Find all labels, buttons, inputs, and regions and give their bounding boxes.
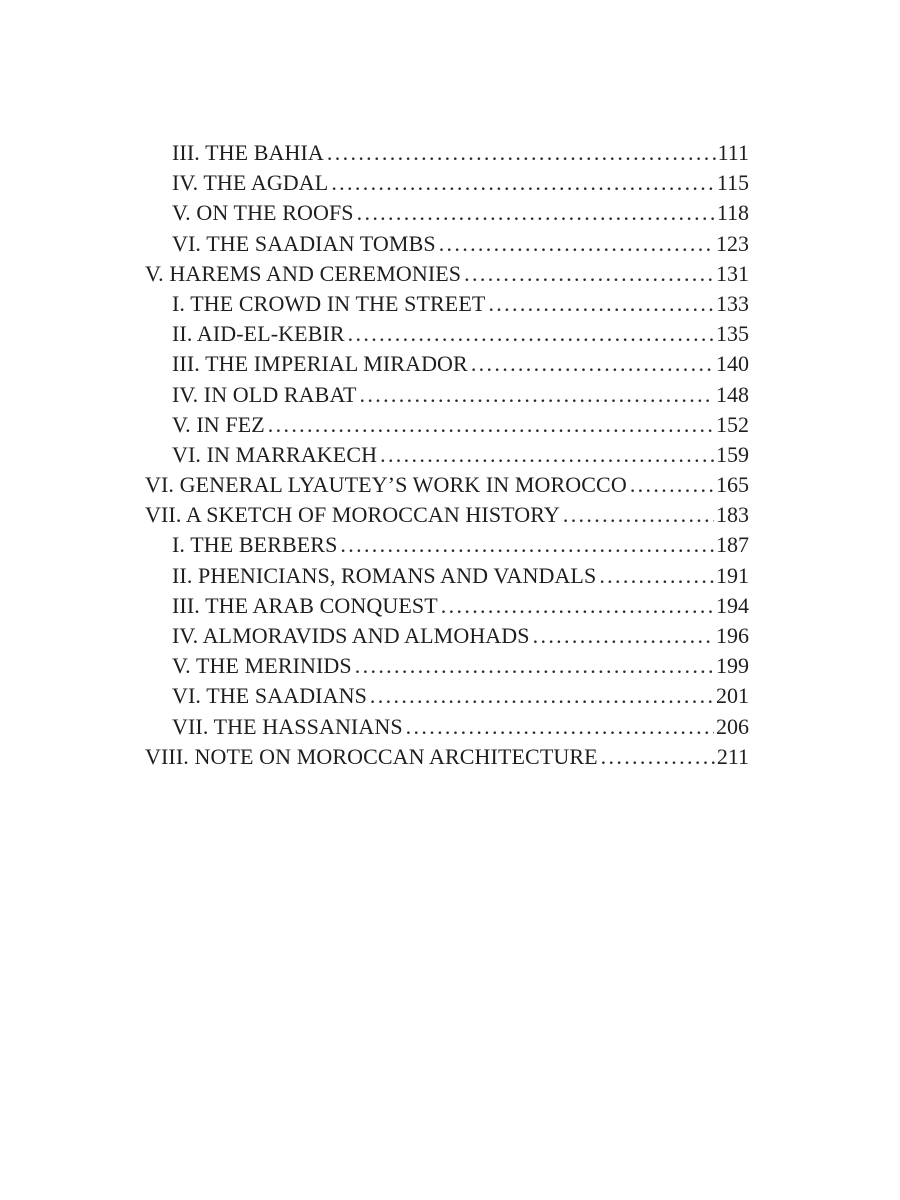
dot-leader	[268, 410, 714, 440]
toc-entry[interactable]	[145, 289, 749, 319]
toc-entry-page: 148	[716, 381, 749, 407]
toc-entry[interactable]	[145, 712, 749, 742]
dot-leader	[355, 651, 714, 681]
toc-entry[interactable]	[145, 470, 749, 500]
toc-entry-title: V. HAREMS AND CEREMONIES	[145, 260, 462, 286]
toc-entry[interactable]	[145, 500, 749, 530]
toc-entry[interactable]	[145, 410, 749, 440]
toc-entry-page: 118	[716, 200, 749, 226]
toc-entry[interactable]	[145, 742, 749, 772]
toc-entry[interactable]	[145, 380, 749, 410]
toc-entry[interactable]	[145, 198, 749, 228]
dot-leader	[331, 168, 714, 198]
toc-entry-title: II. PHENICIANS, ROMANS AND VANDALS	[172, 562, 597, 588]
dot-leader	[488, 289, 714, 319]
toc-entry-title: V. THE MERINIDS	[172, 653, 352, 679]
toc-entry-title: VII. A SKETCH OF MOROCCAN HISTORY	[145, 502, 560, 528]
dot-leader	[464, 259, 714, 289]
table-of-contents	[145, 138, 749, 772]
toc-entry-page: 111	[717, 140, 749, 165]
toc-entry-title: III. THE IMPERIAL MIRADOR	[172, 351, 468, 377]
toc-entry-title: II. AID-EL-KEBIR	[172, 321, 345, 347]
toc-entry-page: 133	[716, 290, 749, 316]
toc-entry[interactable]	[145, 259, 749, 289]
toc-entry-title: VII. THE HASSANIANS	[172, 713, 403, 739]
toc-entry-page: 183	[716, 502, 749, 528]
toc-entry[interactable]	[145, 621, 749, 651]
toc-entry-title: VI. IN MARRAKECH	[172, 441, 378, 467]
dot-leader	[348, 319, 714, 349]
toc-entry-page: 123	[716, 230, 749, 256]
toc-entry-page: 199	[716, 653, 749, 679]
toc-entry-title: IV. ALMORAVIDS AND ALMOHADS	[172, 623, 530, 648]
toc-entry-page: 135	[716, 321, 749, 347]
dot-leader	[406, 712, 714, 742]
dot-leader	[360, 380, 714, 410]
toc-entry[interactable]	[145, 319, 749, 349]
toc-entry-page: 131	[716, 260, 749, 286]
toc-entry-page: 211	[716, 743, 749, 769]
toc-entry-title: V. IN FEZ	[172, 411, 265, 437]
toc-entry-title: VI. THE SAADIANS	[172, 683, 367, 709]
toc-entry-page: 196	[716, 623, 749, 648]
dot-leader	[370, 681, 714, 711]
dot-leader	[630, 470, 714, 500]
toc-entry-page: 201	[716, 683, 749, 709]
toc-entry-page: 152	[716, 411, 749, 437]
toc-entry-title: IV. THE AGDAL	[172, 170, 329, 196]
toc-entry[interactable]	[145, 561, 749, 591]
toc-entry-page: 115	[716, 170, 749, 196]
toc-entry-title: I. THE BERBERS	[172, 532, 338, 558]
toc-entry-page: 191	[716, 562, 749, 588]
toc-entry-title: V. ON THE ROOFS	[172, 200, 354, 226]
toc-entry-title: III. THE BAHIA	[172, 140, 324, 165]
toc-entry-title: VI. GENERAL LYAUTEY’S WORK IN MOROCCO	[145, 472, 627, 498]
toc-entry-page: 187	[716, 532, 749, 558]
dot-leader	[599, 561, 714, 591]
dot-leader	[471, 349, 714, 379]
toc-entry-title: VI. THE SAADIAN TOMBS	[172, 230, 436, 256]
toc-entry-title: III. THE ARAB CONQUEST	[172, 592, 438, 618]
toc-entry-title: IV. IN OLD RABAT	[172, 381, 357, 407]
toc-entry[interactable]	[145, 440, 749, 470]
toc-entry-page: 159	[716, 441, 749, 467]
dot-leader	[601, 742, 715, 772]
toc-entry[interactable]	[145, 168, 749, 198]
toc-entry[interactable]	[145, 591, 749, 621]
toc-entry[interactable]	[145, 530, 749, 560]
toc-entry-title: I. THE CROWD IN THE STREET	[172, 290, 486, 316]
toc-entry-page: 165	[716, 472, 749, 498]
dot-leader	[340, 530, 714, 560]
dot-leader	[327, 138, 716, 168]
dot-leader	[357, 198, 715, 228]
toc-entry[interactable]	[145, 651, 749, 681]
toc-entry-page: 194	[716, 592, 749, 618]
dot-leader	[439, 229, 714, 259]
toc-entry[interactable]	[145, 138, 749, 168]
dot-leader	[563, 500, 714, 530]
dot-leader	[380, 440, 714, 470]
dot-leader	[441, 591, 714, 621]
toc-entry-page: 140	[716, 351, 749, 377]
dot-leader	[533, 621, 714, 651]
toc-entry-title: VIII. NOTE ON MOROCCAN ARCHITECTURE	[145, 743, 598, 769]
toc-entry[interactable]	[145, 681, 749, 711]
toc-entry[interactable]	[145, 229, 749, 259]
toc-entry[interactable]	[145, 349, 749, 379]
toc-entry-page: 206	[716, 713, 749, 739]
